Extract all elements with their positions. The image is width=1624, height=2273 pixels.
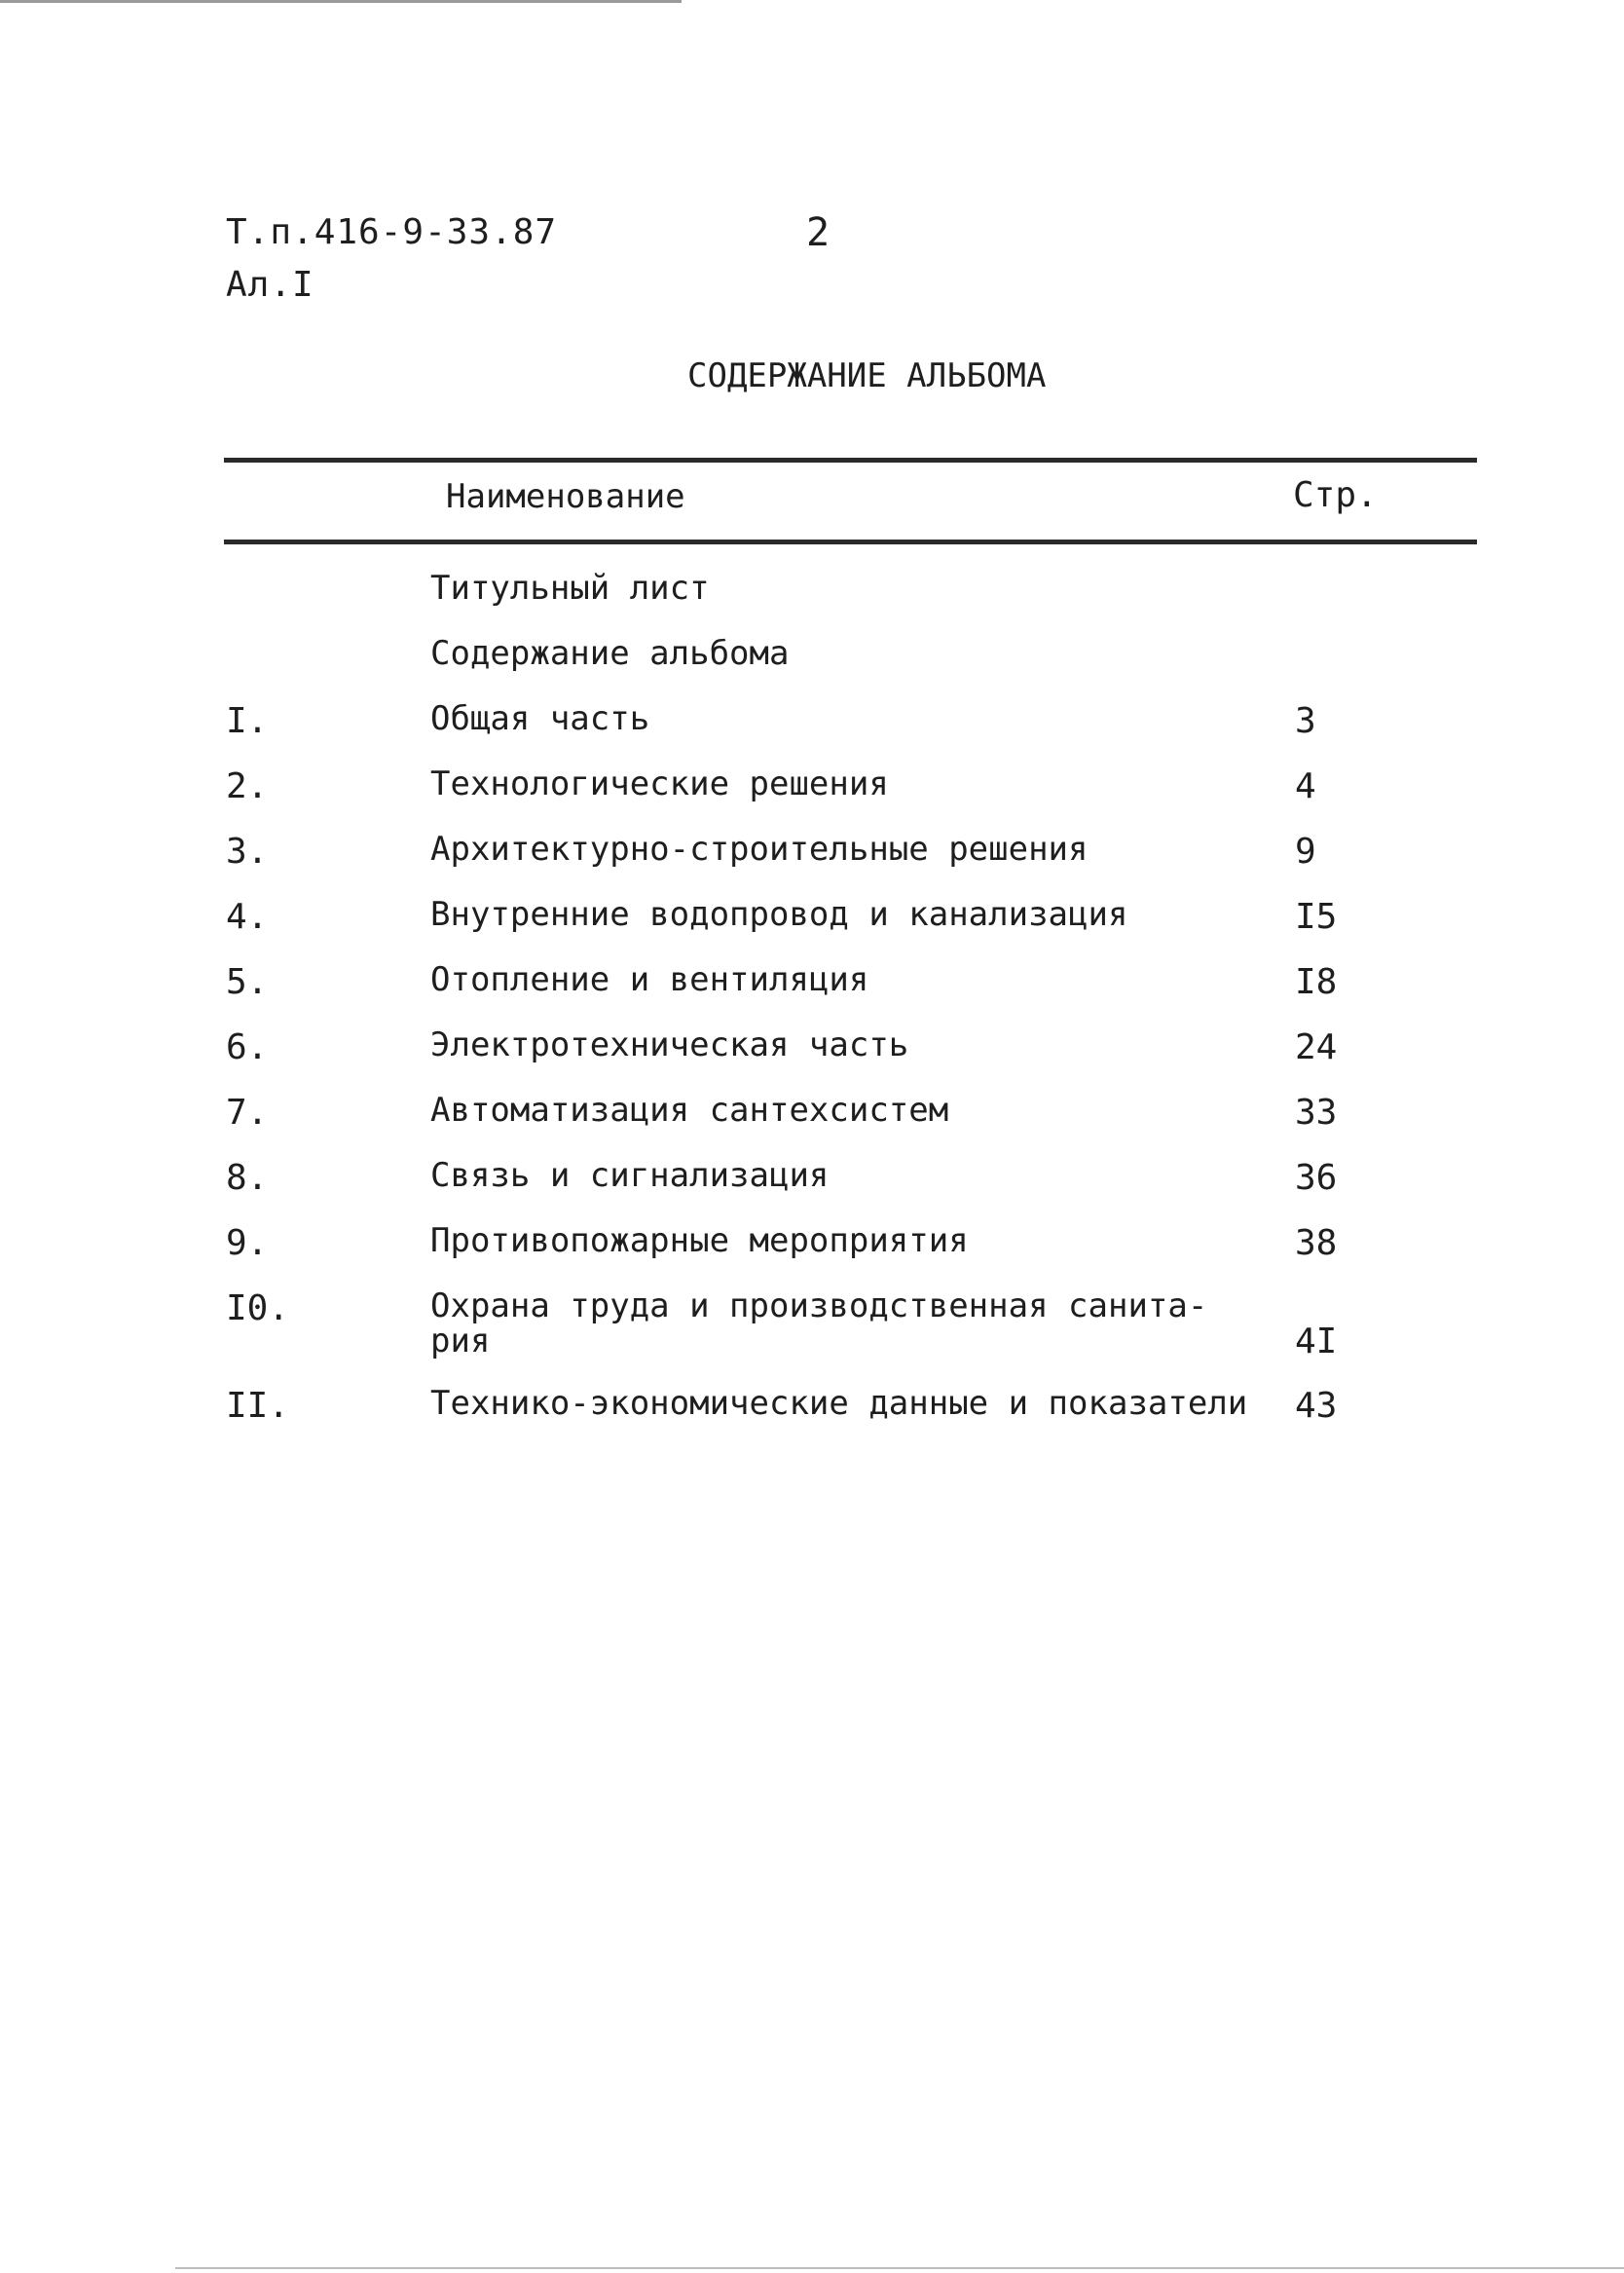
table-row — [0, 571, 1624, 636]
column-header-page: Стр. — [1293, 475, 1378, 515]
table-row — [0, 636, 1624, 701]
table-row — [0, 1027, 1624, 1093]
row-name: Технико-экономические данные и показатели — [430, 1384, 1248, 1423]
row-number: 5. — [226, 962, 269, 1002]
table-row — [0, 1158, 1624, 1223]
row-page: 3 — [1295, 701, 1316, 741]
table-header-rule — [224, 540, 1477, 544]
row-number: I0. — [226, 1288, 290, 1328]
row-page: 24 — [1295, 1027, 1338, 1067]
table-row — [0, 1288, 1624, 1386]
row-page: I8 — [1295, 962, 1338, 1002]
row-number: 2. — [226, 766, 269, 806]
row-name: Автоматизация сантехсистем — [430, 1091, 949, 1130]
row-page: 9 — [1295, 832, 1316, 872]
document-code: Т.п.416-9-33.87 — [226, 212, 558, 252]
row-number: II. — [226, 1386, 290, 1426]
row-page: 33 — [1295, 1093, 1338, 1133]
row-number: 6. — [226, 1027, 269, 1067]
document-title: СОДЕРЖАНИЕ АЛЬБОМА — [687, 356, 1047, 395]
row-name: Архитектурно-строительные решения — [430, 830, 1089, 869]
table-row — [0, 701, 1624, 766]
row-name: Связь и сигнализация — [430, 1156, 830, 1195]
row-name: Общая часть — [430, 699, 650, 738]
row-name: Содержание альбома — [430, 634, 790, 673]
row-name: Противопожарные мероприятия — [430, 1221, 969, 1260]
row-page: 38 — [1295, 1223, 1338, 1263]
table-row — [0, 1093, 1624, 1158]
row-number: I. — [226, 701, 269, 741]
row-page: 43 — [1295, 1386, 1338, 1426]
page-number: 2 — [806, 210, 830, 255]
table-top-rule — [224, 458, 1477, 463]
row-page: 36 — [1295, 1158, 1338, 1198]
table-row — [0, 766, 1624, 832]
row-number: 3. — [226, 832, 269, 872]
row-number: 4. — [226, 897, 269, 937]
table-row — [0, 1386, 1624, 1451]
row-name: Отопление и вентиляция — [430, 960, 869, 999]
row-name: Охрана труда и производственная санита- рия — [430, 1286, 1208, 1360]
column-header-name: Наименование — [446, 477, 685, 516]
scan-edge-bottom — [175, 2267, 1624, 2269]
table-row — [0, 1223, 1624, 1288]
table-row — [0, 832, 1624, 897]
row-page: I5 — [1295, 897, 1338, 937]
contents-table — [0, 571, 1624, 1451]
row-page: 4I — [1295, 1322, 1338, 1361]
table-row — [0, 962, 1624, 1027]
row-name: Внутренние водопровод и канализация — [430, 895, 1128, 934]
row-number: 8. — [226, 1158, 269, 1198]
row-name: Технологические решения — [430, 764, 889, 803]
row-number: 9. — [226, 1223, 269, 1263]
row-name: Электротехническая часть — [430, 1025, 909, 1064]
row-name: Титульный лист — [430, 569, 710, 608]
row-page: 4 — [1295, 766, 1316, 806]
album-number: Ал.I — [226, 265, 314, 305]
row-number: 7. — [226, 1093, 269, 1133]
table-row — [0, 897, 1624, 962]
scan-edge-top — [0, 0, 682, 3]
